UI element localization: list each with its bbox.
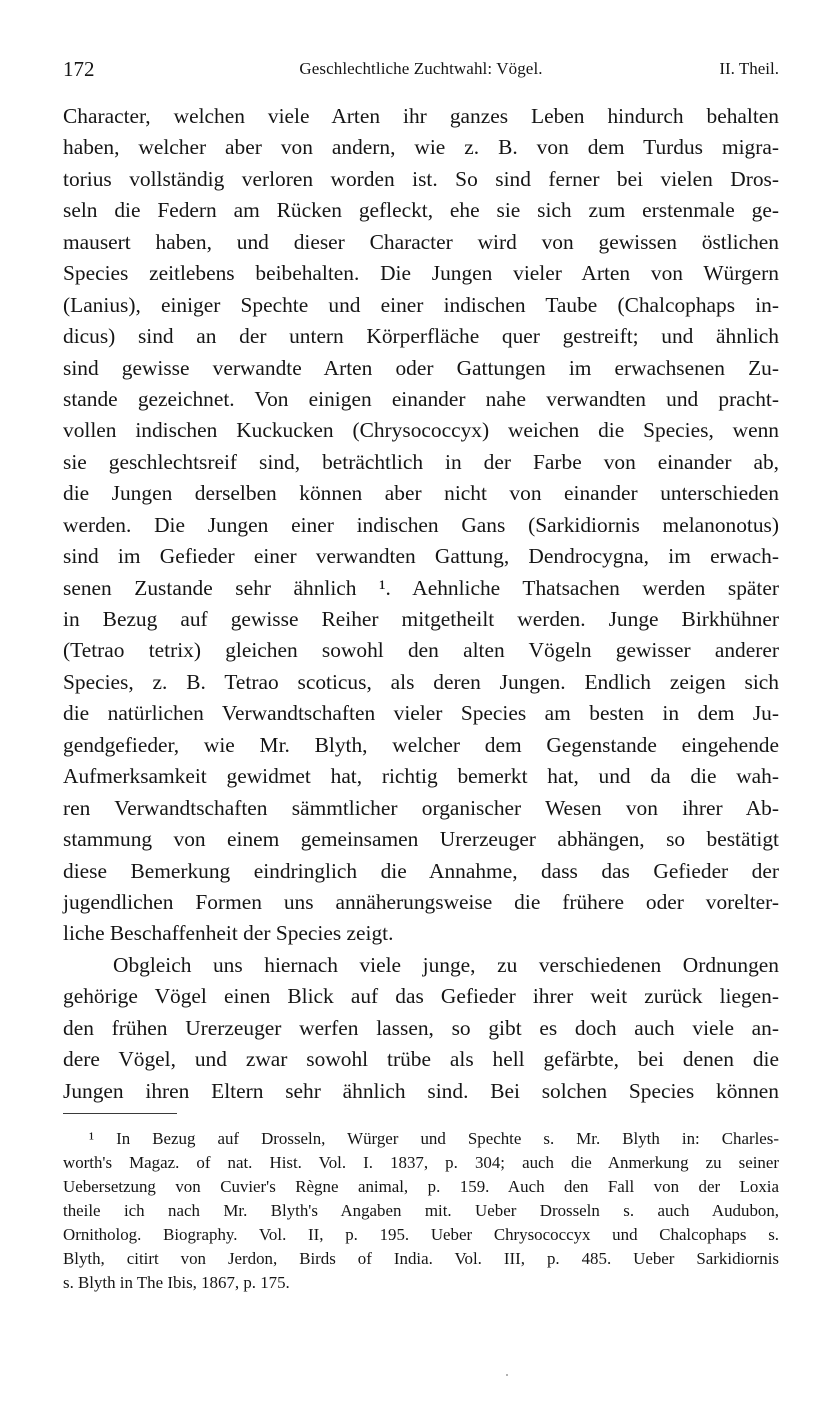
footnote-line: Uebersetzung von Cuvier's Règne animal, p. 159. Auch den Fall von der Loxia [63, 1177, 779, 1196]
text-line: stammung von einem gemeinsamen Urerzeuger abhängen, so bestätigt [63, 827, 779, 852]
paragraph-start-line: Obgleich uns hiernach viele junge, zu verschiedenen Ordnungen [113, 952, 779, 977]
text-line: Jungen ihren Eltern sehr ähnlich sind. Bei solchen Species können [63, 1078, 779, 1103]
text-line: Character, welchen viele Arten ihr ganzes Leben hindurch behalten [63, 104, 779, 128]
text-line: sind gewisse verwandte Arten oder Gattungen im erwachsenen Zu- [63, 355, 779, 380]
text-line: die natürlichen Verwandtschaften vieler Species am besten in dem Ju- [63, 701, 779, 726]
text-line: vollen indischen Kuckucken (Chrysococcyx) weichen die Species, wenn [63, 418, 779, 443]
text-line: stande gezeichnet. Von einigen einander nahe verwandten und pracht- [63, 386, 779, 411]
footnote-line: theile ich nach Mr. Blyth's Angaben mit. Ueber Drosseln s. auch Audubon, [63, 1201, 779, 1220]
text-line: ren Verwandtschaften sämmtlicher organischer Wesen von ihrer Ab- [63, 795, 779, 820]
running-title: Geschlechtliche Zuchtwahl: Vögel. [299, 59, 543, 78]
text-line: jugendlichen Formen uns annäherungsweise die frühere oder vorelter- [63, 889, 779, 914]
page-number: 172 [63, 57, 95, 81]
paragraph-end-line: liche Beschaffenheit der Species zeigt. [63, 921, 394, 946]
text-line: diese Bemerkung eindringlich die Annahme, dass das Gefieder der [63, 858, 779, 883]
text-line: gendgefieder, wie Mr. Blyth, welcher dem Gegenstande eingehende [63, 732, 779, 757]
text-line: sie geschlechtsreif sind, beträchtlich in der Farbe von einander ab, [63, 449, 779, 474]
footnote-divider [63, 1113, 177, 1114]
text-line: gehörige Vögel einen Blick auf das Gefieder ihrer weit zurück liegen- [63, 984, 779, 1009]
text-line: seln die Federn am Rücken gefleckt, ehe sie sich zum erstenmale ge- [63, 198, 779, 223]
footnote-line: ¹ In Bezug auf Drosseln, Würger und Spechte s. Mr. Blyth in: Charles- [89, 1129, 779, 1148]
text-line: die Jungen derselben können aber nicht von einander unterschieden [63, 481, 779, 506]
text-line: haben, welcher aber von andern, wie z. B. von dem Turdus migra- [63, 135, 779, 160]
running-head [63, 57, 779, 85]
text-line: (Tetrao tetrix) gleichen sowohl den alten Vögeln gewisser anderer [63, 638, 779, 663]
text-line: torius vollständig verloren worden ist. So sind ferner bei vielen Dros- [63, 166, 779, 191]
footnotes [63, 1127, 779, 1295]
footnote-line: Ornitholog. Biography. Vol. II, p. 195. Ueber Chrysococcyx und Chalcophaps s. [63, 1225, 779, 1244]
text-line: Species zeitlebens beibehalten. Die Jungen vieler Arten von Würgern [63, 261, 779, 286]
text-line: den frühen Urerzeuger werfen lassen, so gibt es doch auch viele an- [63, 1015, 779, 1040]
text-line: dere Vögel, und zwar sowohl trübe als hell gefärbte, bei denen die [63, 1047, 779, 1072]
text-line: Species, z. B. Tetrao scoticus, als deren Jungen. Endlich zeigen sich [63, 669, 779, 694]
text-line: dicus) sind an der untern Körperfläche quer gestreift; und ähnlich [63, 324, 779, 349]
text-line: in Bezug auf gewisse Reiher mitgetheilt werden. Junge Birkhühner [63, 607, 779, 631]
text-line: senen Zustande sehr ähnlich ¹. Aehnliche Thatsachen werden später [63, 575, 779, 600]
footnote-line: Blyth, citirt von Jerdon, Birds of India. Vol. III, p. 485. Ueber Sarkidiornis [63, 1249, 779, 1268]
text-line: sind im Gefieder einer verwandten Gattung, Dendrocygna, im erwach- [63, 544, 779, 569]
text-line: mausert haben, und dieser Character wird von gewissen östlichen [63, 229, 779, 254]
print-speck [506, 1374, 508, 1376]
text-line: Aufmerksamkeit gewidmet hat, richtig bemerkt hat, und da die wah- [63, 764, 779, 789]
part-label: II. Theil. [719, 59, 779, 78]
text-line: werden. Die Jungen einer indischen Gans (Sarkidiornis melanonotus) [63, 512, 779, 537]
footnote-line: worth's Magaz. of nat. Hist. Vol. I. 1837, p. 304; auch die Anmerkung zu seiner [63, 1153, 779, 1172]
main-text [63, 101, 779, 1107]
text-line: (Lanius), einiger Spechte und einer indischen Taube (Chalcophaps in- [63, 292, 779, 317]
footnote-line: s. Blyth in The Ibis, 1867, p. 175. [63, 1273, 290, 1292]
